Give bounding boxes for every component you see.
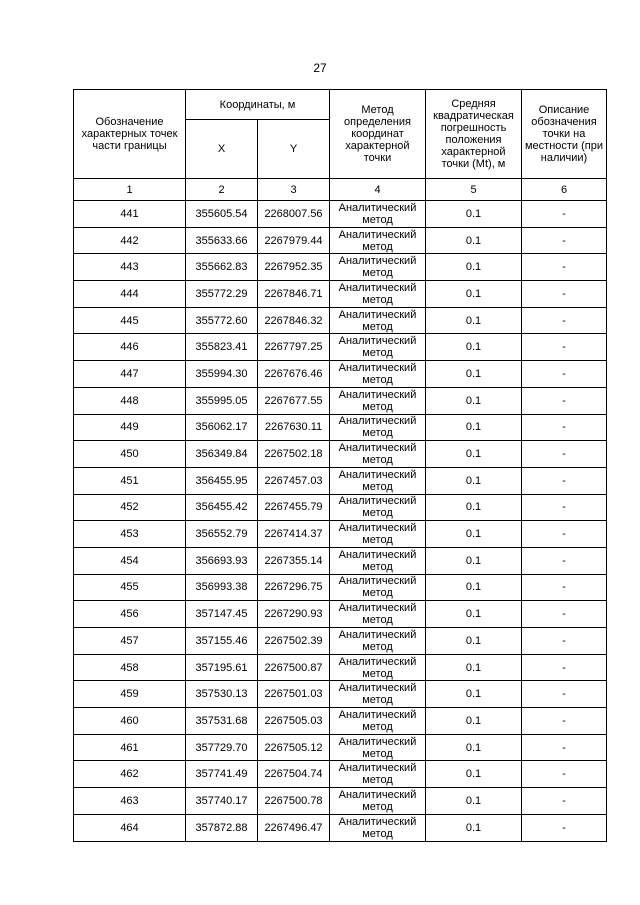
cell-description: - <box>522 734 607 761</box>
table-header <box>74 90 607 201</box>
method-line-1: Аналитический <box>338 815 417 828</box>
cell-error: 0.1 <box>426 201 522 228</box>
cell-x: 356455.42 <box>186 494 258 521</box>
cell-y: 2267846.32 <box>258 307 330 334</box>
method-line-1: Аналитический <box>338 388 417 401</box>
cell-y: 2267505.03 <box>258 708 330 735</box>
cell-x: 357740.17 <box>186 788 258 815</box>
table-row <box>74 441 607 468</box>
cell-error: 0.1 <box>426 814 522 841</box>
table-row <box>74 814 607 841</box>
method-line-2: метод <box>362 293 393 306</box>
cell-y: 2267505.12 <box>258 734 330 761</box>
column-number: 6 <box>522 179 607 201</box>
cell-error: 0.1 <box>426 254 522 281</box>
cell-method <box>330 547 426 574</box>
table-row <box>74 628 607 655</box>
header-point: Обозначение характерных точек части границы <box>74 90 186 179</box>
column-numbers-row <box>74 179 607 201</box>
cell-x: 357530.13 <box>186 681 258 708</box>
method-line-2: метод <box>362 534 393 547</box>
cell-description: - <box>522 574 607 601</box>
cell-point: 449 <box>74 414 186 441</box>
cell-error: 0.1 <box>426 681 522 708</box>
cell-error: 0.1 <box>426 334 522 361</box>
cell-y: 2267496.47 <box>258 814 330 841</box>
cell-point: 457 <box>74 628 186 655</box>
cell-y: 2267500.78 <box>258 788 330 815</box>
table-row <box>74 708 607 735</box>
cell-x: 355662.83 <box>186 254 258 281</box>
table-row <box>74 307 607 334</box>
cell-description: - <box>522 681 607 708</box>
cell-y: 2267502.18 <box>258 441 330 468</box>
method-line-1: Аналитический <box>338 602 417 615</box>
cell-point: 443 <box>74 254 186 281</box>
method-line-1: Аналитический <box>338 682 417 695</box>
cell-x: 355994.30 <box>186 361 258 388</box>
cell-point: 446 <box>74 334 186 361</box>
cell-y: 2267797.25 <box>258 334 330 361</box>
table-row <box>74 734 607 761</box>
cell-description: - <box>522 601 607 628</box>
header-error: Средняя квадратическая погрешность положения характерной точки (Mt), м <box>426 90 522 179</box>
cell-description: - <box>522 654 607 681</box>
cell-method <box>330 628 426 655</box>
method-line-1: Аналитический <box>338 655 417 668</box>
cell-description: - <box>522 521 607 548</box>
method-line-2: метод <box>362 614 393 627</box>
table-row <box>74 521 607 548</box>
method-line-1: Аналитический <box>338 228 417 241</box>
cell-point: 442 <box>74 227 186 254</box>
cell-y: 2267846.71 <box>258 281 330 308</box>
method-line-2: метод <box>362 560 393 573</box>
method-line-2: метод <box>362 774 393 787</box>
cell-x: 355995.05 <box>186 387 258 414</box>
cell-y: 2268007.56 <box>258 201 330 228</box>
method-line-1: Аналитический <box>338 361 417 374</box>
cell-point: 451 <box>74 467 186 494</box>
column-number: 5 <box>426 179 522 201</box>
method-line-2: метод <box>362 480 393 493</box>
cell-x: 357195.61 <box>186 654 258 681</box>
cell-method <box>330 254 426 281</box>
cell-x: 356062.17 <box>186 414 258 441</box>
cell-point: 456 <box>74 601 186 628</box>
cell-y: 2267414.37 <box>258 521 330 548</box>
column-number: 4 <box>330 179 426 201</box>
cell-x: 355633.66 <box>186 227 258 254</box>
cell-y: 2267677.55 <box>258 387 330 414</box>
table-row <box>74 761 607 788</box>
cell-x: 355772.29 <box>186 281 258 308</box>
cell-y: 2267455.79 <box>258 494 330 521</box>
cell-y: 2267501.03 <box>258 681 330 708</box>
method-line-2: метод <box>362 267 393 280</box>
cell-y: 2267676.46 <box>258 361 330 388</box>
method-line-2: метод <box>362 587 393 600</box>
cell-y: 2267355.14 <box>258 547 330 574</box>
cell-error: 0.1 <box>426 441 522 468</box>
method-line-1: Аналитический <box>338 468 417 481</box>
method-line-1: Аналитический <box>338 255 417 268</box>
method-line-2: метод <box>362 507 393 520</box>
method-line-2: метод <box>362 640 393 653</box>
cell-method <box>330 361 426 388</box>
cell-y: 2267502.39 <box>258 628 330 655</box>
cell-description: - <box>522 467 607 494</box>
cell-description: - <box>522 547 607 574</box>
cell-y: 2267457.03 <box>258 467 330 494</box>
method-line-2: метод <box>362 800 393 813</box>
cell-method <box>330 494 426 521</box>
header-x: X <box>186 120 258 179</box>
cell-point: 454 <box>74 547 186 574</box>
cell-y: 2267290.93 <box>258 601 330 628</box>
method-line-2: метод <box>362 694 393 707</box>
column-number: 1 <box>74 179 186 201</box>
cell-error: 0.1 <box>426 361 522 388</box>
cell-description: - <box>522 334 607 361</box>
cell-error: 0.1 <box>426 601 522 628</box>
method-line-2: метод <box>362 373 393 386</box>
cell-description: - <box>522 814 607 841</box>
cell-y: 2267630.11 <box>258 414 330 441</box>
cell-error: 0.1 <box>426 761 522 788</box>
method-line-2: метод <box>362 400 393 413</box>
cell-description: - <box>522 494 607 521</box>
cell-description: - <box>522 281 607 308</box>
table-row <box>74 361 607 388</box>
table-row <box>74 201 607 228</box>
cell-method <box>330 814 426 841</box>
cell-x: 356993.38 <box>186 574 258 601</box>
cell-error: 0.1 <box>426 494 522 521</box>
cell-point: 448 <box>74 387 186 414</box>
method-line-1: Аналитический <box>338 442 417 455</box>
cell-description: - <box>522 227 607 254</box>
table-row <box>74 601 607 628</box>
method-line-1: Аналитический <box>338 548 417 561</box>
cell-method <box>330 227 426 254</box>
cell-x: 357155.46 <box>186 628 258 655</box>
cell-description: - <box>522 307 607 334</box>
method-line-1: Аналитический <box>338 735 417 748</box>
method-line-2: метод <box>362 427 393 440</box>
cell-x: 356455.95 <box>186 467 258 494</box>
cell-error: 0.1 <box>426 521 522 548</box>
cell-description: - <box>522 361 607 388</box>
cell-point: 444 <box>74 281 186 308</box>
method-line-1: Аналитический <box>338 335 417 348</box>
cell-description: - <box>522 761 607 788</box>
cell-point: 441 <box>74 201 186 228</box>
cell-method <box>330 521 426 548</box>
cell-error: 0.1 <box>426 467 522 494</box>
cell-error: 0.1 <box>426 307 522 334</box>
cell-error: 0.1 <box>426 281 522 308</box>
cell-method <box>330 441 426 468</box>
cell-method <box>330 414 426 441</box>
method-line-1: Аналитический <box>338 201 417 214</box>
cell-y: 2267504.74 <box>258 761 330 788</box>
cell-point: 450 <box>74 441 186 468</box>
cell-description: - <box>522 414 607 441</box>
cell-method <box>330 307 426 334</box>
cell-method <box>330 281 426 308</box>
cell-error: 0.1 <box>426 788 522 815</box>
cell-point: 459 <box>74 681 186 708</box>
method-line-1: Аналитический <box>338 415 417 428</box>
cell-method <box>330 574 426 601</box>
cell-x: 355823.41 <box>186 334 258 361</box>
cell-x: 357531.68 <box>186 708 258 735</box>
method-line-2: метод <box>362 454 393 467</box>
cell-error: 0.1 <box>426 708 522 735</box>
method-line-2: метод <box>362 347 393 360</box>
page-number: 27 <box>313 61 327 75</box>
cell-error: 0.1 <box>426 387 522 414</box>
cell-point: 458 <box>74 654 186 681</box>
cell-point: 455 <box>74 574 186 601</box>
table-body <box>74 201 607 842</box>
header-method: Метод определения координат характерной точки <box>330 90 426 179</box>
cell-x: 355772.60 <box>186 307 258 334</box>
method-line-1: Аналитический <box>338 708 417 721</box>
method-line-2: метод <box>362 720 393 733</box>
cell-method <box>330 201 426 228</box>
cell-y: 2267952.35 <box>258 254 330 281</box>
table-row <box>74 494 607 521</box>
table-row <box>74 788 607 815</box>
cell-method <box>330 761 426 788</box>
cell-method <box>330 467 426 494</box>
cell-error: 0.1 <box>426 227 522 254</box>
cell-description: - <box>522 708 607 735</box>
method-line-1: Аналитический <box>338 628 417 641</box>
table-row <box>74 467 607 494</box>
cell-point: 462 <box>74 761 186 788</box>
cell-point: 447 <box>74 361 186 388</box>
column-number: 3 <box>258 179 330 201</box>
method-line-1: Аналитический <box>338 281 417 294</box>
coordinates-table <box>73 89 607 842</box>
table-row <box>74 334 607 361</box>
method-line-1: Аналитический <box>338 788 417 801</box>
cell-point: 453 <box>74 521 186 548</box>
cell-point: 464 <box>74 814 186 841</box>
cell-method <box>330 708 426 735</box>
method-line-2: метод <box>362 747 393 760</box>
cell-point: 463 <box>74 788 186 815</box>
cell-method <box>330 601 426 628</box>
method-line-2: метод <box>362 320 393 333</box>
cell-method <box>330 654 426 681</box>
method-line-2: метод <box>362 240 393 253</box>
cell-method <box>330 334 426 361</box>
method-line-1: Аналитический <box>338 575 417 588</box>
cell-x: 357147.45 <box>186 601 258 628</box>
column-number: 2 <box>186 179 258 201</box>
method-line-1: Аналитический <box>338 522 417 535</box>
table-row <box>74 387 607 414</box>
table-row <box>74 654 607 681</box>
cell-method <box>330 788 426 815</box>
cell-x: 356349.84 <box>186 441 258 468</box>
cell-x: 356552.79 <box>186 521 258 548</box>
cell-point: 452 <box>74 494 186 521</box>
cell-x: 357872.88 <box>186 814 258 841</box>
cell-method <box>330 681 426 708</box>
cell-x: 357741.49 <box>186 761 258 788</box>
table-row <box>74 414 607 441</box>
cell-error: 0.1 <box>426 547 522 574</box>
cell-x: 357729.70 <box>186 734 258 761</box>
cell-y: 2267979.44 <box>258 227 330 254</box>
cell-error: 0.1 <box>426 628 522 655</box>
header-coords: Координаты, м <box>186 90 330 120</box>
method-line-2: метод <box>362 667 393 680</box>
table-row <box>74 547 607 574</box>
table-row <box>74 227 607 254</box>
cell-method <box>330 734 426 761</box>
method-line-2: метод <box>362 827 393 840</box>
table-row <box>74 254 607 281</box>
cell-y: 2267296.75 <box>258 574 330 601</box>
cell-description: - <box>522 788 607 815</box>
header-description: Описание обозначения точки на местности (при наличии) <box>522 90 607 179</box>
table-row <box>74 281 607 308</box>
cell-error: 0.1 <box>426 734 522 761</box>
cell-description: - <box>522 387 607 414</box>
cell-point: 461 <box>74 734 186 761</box>
cell-description: - <box>522 201 607 228</box>
method-line-1: Аналитический <box>338 495 417 508</box>
cell-description: - <box>522 628 607 655</box>
header-y: Y <box>258 120 330 179</box>
method-line-2: метод <box>362 213 393 226</box>
cell-point: 445 <box>74 307 186 334</box>
cell-y: 2267500.87 <box>258 654 330 681</box>
cell-error: 0.1 <box>426 574 522 601</box>
cell-x: 356693.93 <box>186 547 258 574</box>
cell-point: 460 <box>74 708 186 735</box>
table-row <box>74 574 607 601</box>
cell-method <box>330 387 426 414</box>
table-row <box>74 681 607 708</box>
method-line-1: Аналитический <box>338 308 417 321</box>
cell-description: - <box>522 254 607 281</box>
cell-description: - <box>522 441 607 468</box>
cell-error: 0.1 <box>426 654 522 681</box>
cell-x: 355605.54 <box>186 201 258 228</box>
cell-error: 0.1 <box>426 414 522 441</box>
method-line-1: Аналитический <box>338 762 417 775</box>
